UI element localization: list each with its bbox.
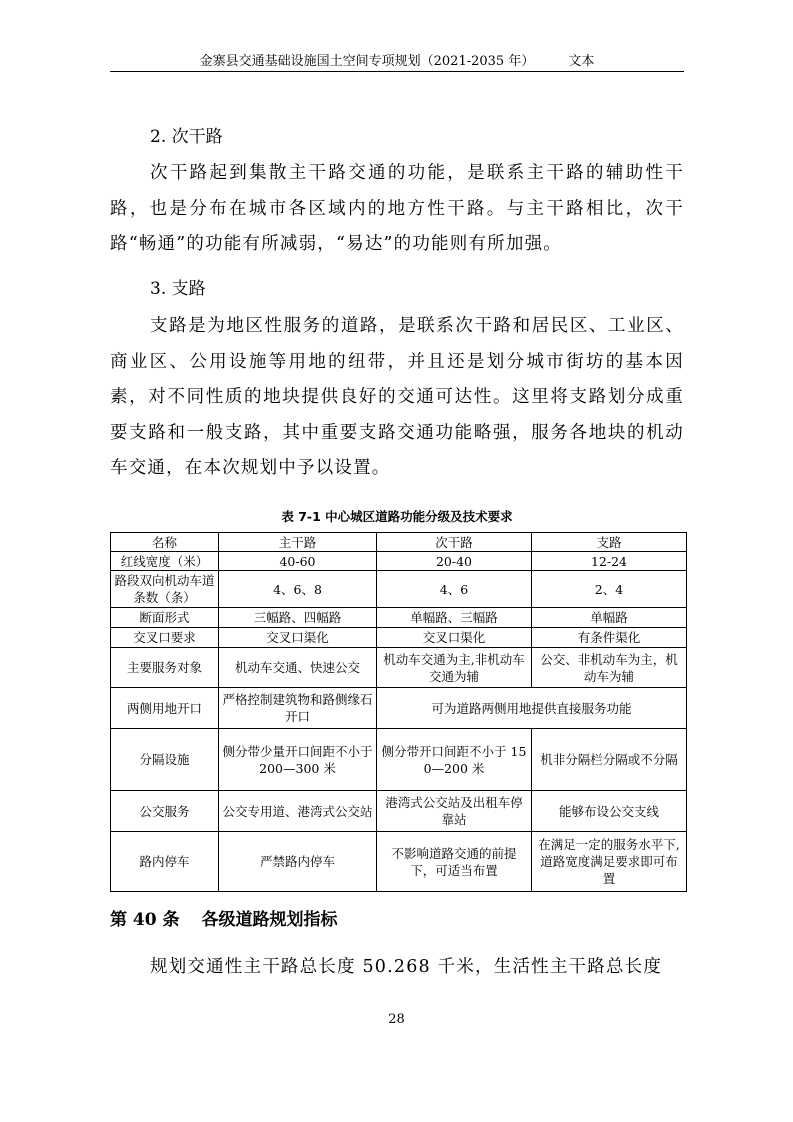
table-cell: 机动车交通为主,非机动车交通为辅 xyxy=(377,648,532,688)
section-heading-secondary-road: 2. 次干路 xyxy=(150,127,223,147)
table-cell: 交叉口渠化 xyxy=(377,628,532,648)
table-cell-merged: 可为道路两侧用地提供直接服务功能 xyxy=(377,688,687,729)
table-cell: 港湾式公交站及出租车停靠站 xyxy=(377,791,532,832)
table-cell: 三幅路、四幅路 xyxy=(219,608,377,628)
paragraph-branch-road: 支路是为地区性服务的道路，是联系次干路和居民区、工业区、商业区、公用设施等用地的纽带，并且还是划分城市街坊的基本因素，对不同性质的地块提供良好的交通可达性。这里将支路划分成重要支路和一般支路，其中重要支路交通功能略强，服务各地块的机动车交通，在本次规划中予以设置。 xyxy=(110,316,684,478)
table-cell: 机非分隔栏分隔或不分隔 xyxy=(532,729,687,791)
header-rule xyxy=(110,71,684,72)
table-cell: 4、6、8 xyxy=(219,571,377,608)
table-cell: 20-40 xyxy=(377,552,532,571)
table-cell: 4、6 xyxy=(377,571,532,608)
page-number: 28 xyxy=(388,1012,405,1027)
header-cell: 支路 xyxy=(532,533,687,552)
table-cell: 单幅路、三幅路 xyxy=(377,608,532,628)
table-cell: 有条件渠化 xyxy=(532,628,687,648)
table-row xyxy=(111,791,687,832)
article-title: 各级道路规划指标 xyxy=(201,910,338,930)
table-cell: 在满足一定的服务水平下,道路宽度满足要求即可布置 xyxy=(532,832,687,892)
row-label: 两侧用地开口 xyxy=(111,688,219,729)
table-cell: 交叉口渠化 xyxy=(219,628,377,648)
table-cell: 严禁路内停车 xyxy=(219,832,377,892)
table-cell: 侧分带开口间距不小于 150—200 米 xyxy=(377,729,532,791)
row-label: 分隔设施 xyxy=(111,729,219,791)
article-heading xyxy=(110,905,338,930)
table-row xyxy=(111,571,687,608)
table-cell: 侧分带少量开口间距不小于 200—300 米 xyxy=(219,729,377,791)
row-label: 路内停车 xyxy=(111,832,219,892)
table-cell: 严格控制建筑物和路侧缘石开口 xyxy=(219,688,377,729)
row-label: 公交服务 xyxy=(111,791,219,832)
table-header-row xyxy=(111,533,687,552)
table-cell: 不影响道路交通的前提下，可适当布置 xyxy=(377,832,532,892)
row-label: 路段双向机动车道条数（条） xyxy=(111,571,219,608)
road-classification-table xyxy=(110,532,687,892)
table-cell: 能够布设公交支线 xyxy=(532,791,687,832)
table-row xyxy=(111,628,687,648)
header-title: 金寨县交通基础设施国土空间专项规划（2021-2035 年） xyxy=(199,54,535,69)
row-label: 主要服务对象 xyxy=(111,648,219,688)
section-heading-branch-road: 3. 支路 xyxy=(150,279,206,299)
row-label: 断面形式 xyxy=(111,608,219,628)
header-cell: 名称 xyxy=(111,533,219,552)
paragraph-article-40: 规划交通性主干路总长度 50.268 千米，生活性主干路总长度 xyxy=(150,957,663,977)
row-label: 红线宽度（米） xyxy=(111,552,219,571)
running-header xyxy=(110,50,684,70)
header-doc-type: 文本 xyxy=(568,54,595,69)
table-row xyxy=(111,608,687,628)
table-row xyxy=(111,648,687,688)
table-cell: 40-60 xyxy=(219,552,377,571)
table-cell: 公交、非机动车为主，机动车为辅 xyxy=(532,648,687,688)
paragraph-secondary-road: 次干路起到集散主干路交通的功能，是联系主干路的辅助性干路，也是分布在城市各区域内的地方性干路。与主干路相比，次干路“畅通”的功能有所减弱，“易达”的功能则有所加强。 xyxy=(110,163,684,254)
table-row xyxy=(111,729,687,791)
table-cell: 2、4 xyxy=(532,571,687,608)
table-row xyxy=(111,832,687,892)
table-row xyxy=(111,688,687,729)
article-number: 第 40 条 xyxy=(110,910,180,930)
table-caption: 表 7-1 中心城区道路功能分级及技术要求 xyxy=(281,509,513,524)
table-cell: 12-24 xyxy=(532,552,687,571)
row-label: 交叉口要求 xyxy=(111,628,219,648)
header-cell: 次干路 xyxy=(377,533,532,552)
header-cell: 主干路 xyxy=(219,533,377,552)
table-cell: 公交专用道、港湾式公交站 xyxy=(219,791,377,832)
table-cell: 机动车交通、快速公交 xyxy=(219,648,377,688)
table-row xyxy=(111,552,687,571)
table-cell: 单幅路 xyxy=(532,608,687,628)
